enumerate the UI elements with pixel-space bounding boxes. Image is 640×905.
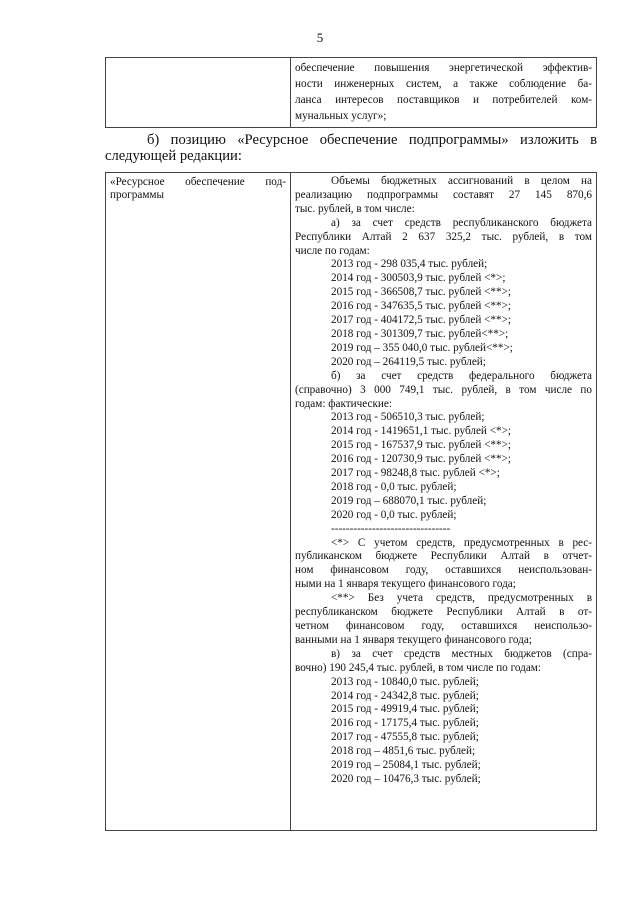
- year-row: 2013 год - 298 035,4 тыс. рублей;: [331, 258, 488, 271]
- note-line: ванными на 1 января текущего финансового года;: [295, 633, 532, 646]
- resource-content-cell: [291, 173, 597, 831]
- amendment-paragraph: [105, 132, 597, 164]
- year-row: 2016 год - 347635,5 тыс. рублей <**>;: [331, 300, 512, 313]
- note-line: <*> С учетом средств, предусмотренных в рес-: [331, 536, 592, 549]
- resource-label-cell: [106, 173, 291, 831]
- note-line: публиканском бюджете Республики Алтай в отчет-: [295, 550, 592, 563]
- year-row: 2014 год - 1419651,1 тыс. рублей <*>;: [331, 425, 512, 438]
- label-line: «Ресурсное обеспечение под-: [110, 176, 286, 188]
- year-row: 2013 год - 10840,0 тыс. рублей;: [331, 675, 479, 688]
- section-a-line: числе по годам:: [295, 244, 370, 257]
- intro-line: тыс. рублей, в том числе:: [295, 202, 415, 215]
- note-line: четном финансовом году, оставшихся неиспользо-: [295, 620, 592, 632]
- year-row: 2018 год - 0,0 тыс. рублей;: [331, 480, 457, 493]
- year-row: 2013 год - 506510,3 тыс. рублей;: [331, 411, 485, 424]
- year-row: 2015 год - 366508,7 тыс. рублей <**>;: [331, 286, 512, 299]
- year-row: 2019 год – 688070,1 тыс. рублей;: [331, 494, 487, 507]
- year-row: 2019 год – 355 040,0 тыс. рублей<**>;: [331, 341, 513, 354]
- year-row: 2018 год - 301309,7 тыс. рублей<**>;: [331, 327, 509, 340]
- year-row: 2017 год - 47555,8 тыс. рублей;: [331, 731, 479, 744]
- text-line: мунальных услуг»;: [295, 110, 387, 122]
- section-a-line: а) за счет средств республиканского бюджета: [331, 216, 592, 229]
- year-row: 2020 год - 0,0 тыс. рублей;: [331, 508, 457, 521]
- top-table: [105, 57, 597, 128]
- year-row: 2020 год – 264119,5 тыс. рублей;: [331, 355, 486, 368]
- year-row: 2019 год – 25084,1 тыс. рублей;: [331, 759, 481, 772]
- resource-table: [105, 172, 597, 831]
- text-line: ности инженерных систем, а также соблюдение ба-: [295, 78, 592, 90]
- year-row: 2015 год - 167537,9 тыс. рублей <**>;: [331, 439, 512, 452]
- top-table-left-cell: [106, 58, 291, 128]
- paragraph-line: следующей редакции:: [105, 148, 242, 164]
- year-row: 2014 год - 300503,9 тыс. рублей <*>;: [331, 272, 506, 285]
- section-b-line: (справочно) 3 000 749,1 тыс. рублей, в том числе по: [295, 383, 592, 396]
- year-row: 2015 год - 49919,4 тыс. рублей;: [331, 703, 479, 716]
- paragraph-line: б) позицию «Ресурсное обеспечение подпрограммы» изложить в: [147, 132, 597, 148]
- section-b-line: годам: фактические:: [295, 397, 392, 410]
- year-row: 2017 год - 404172,5 тыс. рублей <**>;: [331, 314, 512, 327]
- section-a-line: Республики Алтай 2 637 325,2 тыс. рублей, в том: [295, 230, 592, 243]
- note-line: республиканском бюджете Республики Алтай в от-: [295, 606, 592, 619]
- page-number: 5: [316, 30, 324, 45]
- year-row: 2020 год – 10476,3 тыс. рублей;: [331, 772, 481, 785]
- label-line: программы: [110, 189, 164, 201]
- year-row: 2014 год - 24342,8 тыс. рублей;: [331, 689, 479, 702]
- year-row: 2016 год - 17175,4 тыс. рублей;: [331, 717, 479, 730]
- intro-line: Объемы бюджетных ассигнований в целом на: [331, 175, 592, 187]
- section-c-line: в) за счет средств местных бюджетов (спра-: [331, 647, 592, 660]
- intro-line: реализацию подпрограммы составят 27 145 870,6: [295, 188, 592, 201]
- section-b-line: б) за счет средств федерального бюджета: [331, 369, 592, 382]
- separator-line: --------------------------------: [331, 522, 451, 535]
- top-table-right-cell: [291, 58, 597, 128]
- text-line: ланса интересов поставщиков и потребителей ком-: [295, 94, 592, 106]
- note-line: <**> Без учета средств, предусмотренных в: [331, 592, 592, 605]
- year-row: 2018 год – 4851,6 тыс. рублей;: [331, 745, 476, 758]
- year-row: 2017 год - 98248,8 тыс. рублей <*>;: [331, 467, 500, 480]
- text-line: обеспечение повышения энергетической эффектив-: [295, 62, 592, 74]
- note-line: ными на 1 января текущего финансового года;: [295, 578, 516, 591]
- year-row: 2016 год - 120730,9 тыс. рублей <**>;: [331, 453, 512, 466]
- note-line: ном финансовом году, оставшихся неиспользован-: [295, 564, 592, 577]
- section-c-line: вочно) 190 245,4 тыс. рублей, в том числе по годам:: [295, 661, 541, 674]
